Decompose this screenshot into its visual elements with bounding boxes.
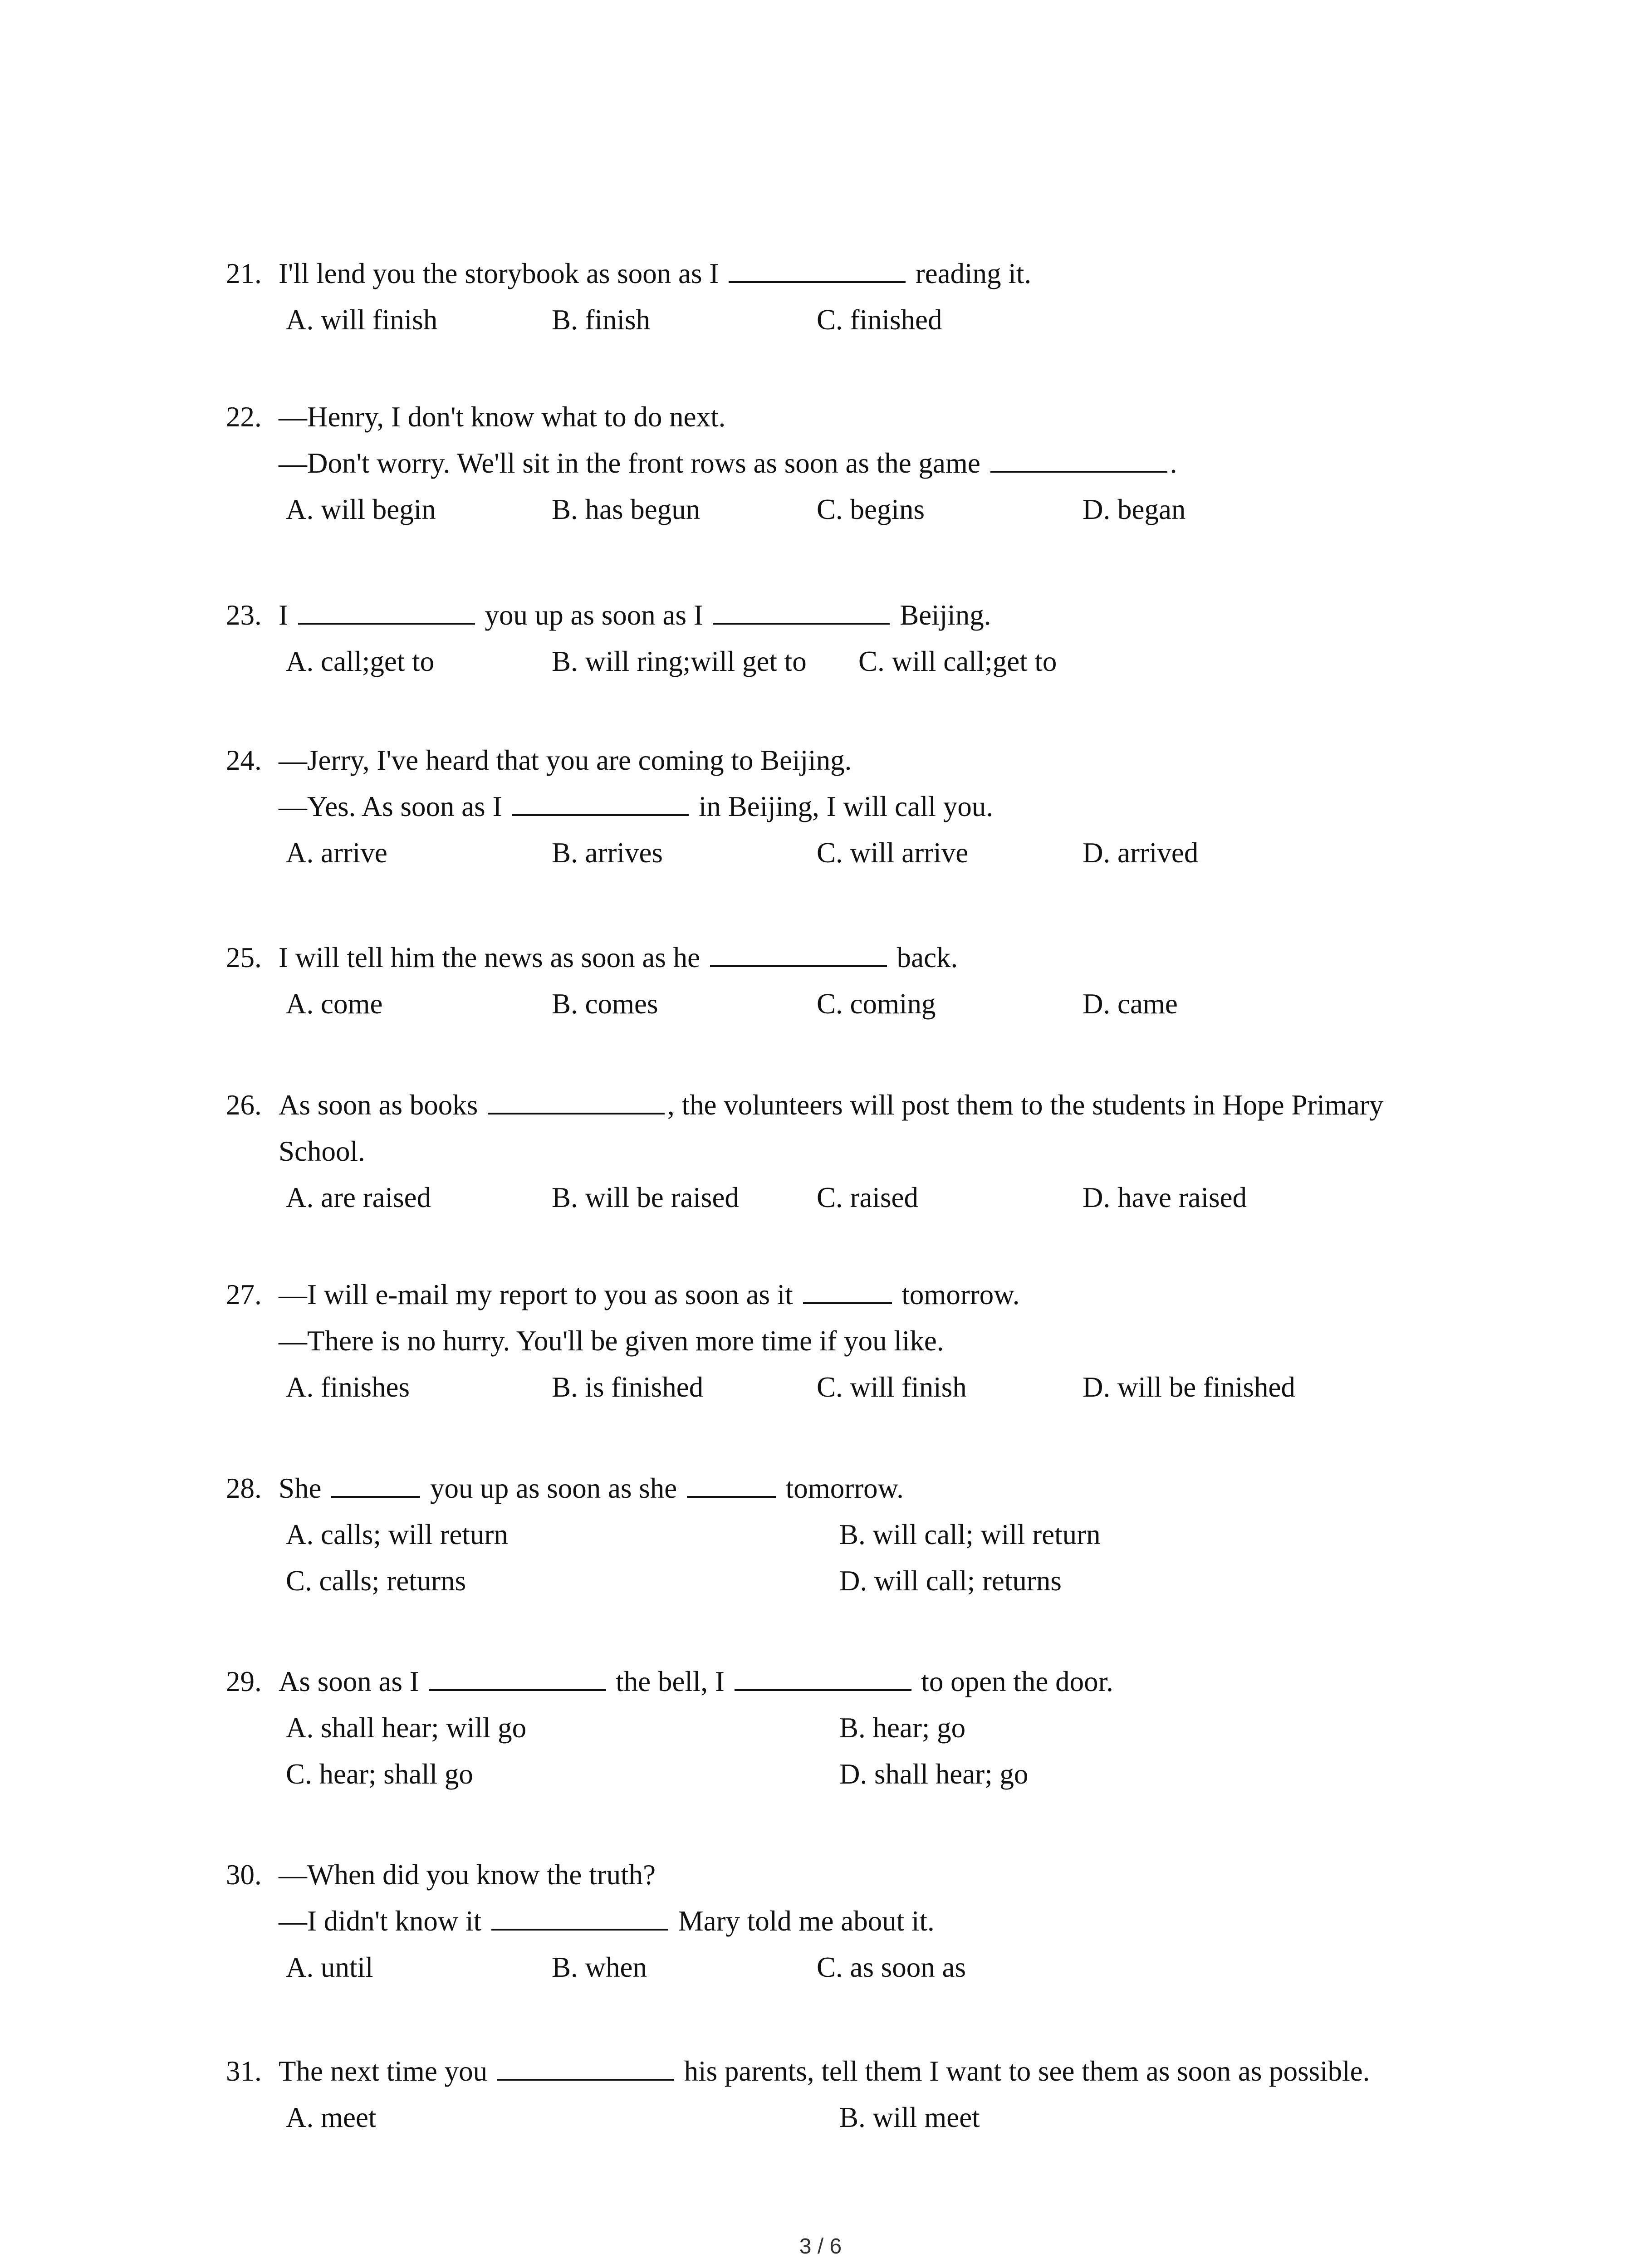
text-segment: —Henry, I don't know what to do next.	[279, 401, 726, 433]
question-number: 24.	[226, 744, 262, 776]
question-text	[279, 1465, 904, 1511]
answer-blank[interactable]	[735, 1667, 911, 1691]
question	[226, 250, 1496, 343]
answer-option[interactable]: B. comes	[552, 988, 658, 1020]
question-text	[279, 394, 725, 440]
answer-blank[interactable]	[803, 1280, 892, 1304]
question-line	[226, 2048, 1496, 2094]
text-segment: you up as soon as she	[423, 1472, 684, 1504]
page-number: 3 / 6	[799, 2234, 842, 2258]
text-segment: I will tell him the news as soon as he	[279, 942, 707, 973]
question	[226, 1271, 1496, 1410]
question-line	[226, 592, 1496, 638]
answer-option[interactable]: B. hear; go	[839, 1712, 966, 1744]
question-number: 29.	[226, 1666, 262, 1697]
answer-option[interactable]: C. will call;get to	[858, 645, 1057, 677]
options-row	[226, 297, 1496, 343]
text-segment: —When did you know the truth?	[279, 1859, 656, 1891]
answer-option[interactable]: C. as soon as	[817, 1951, 966, 1983]
answer-option[interactable]: D. have raised	[1083, 1182, 1247, 1213]
text-segment: back.	[889, 942, 958, 973]
text-segment: his parents, tell them I want to see them as soon as possible.	[676, 2055, 1370, 2087]
text-segment: you up as soon as I	[477, 599, 710, 631]
question	[226, 394, 1496, 533]
answer-option[interactable]: C. hear; shall go	[286, 1758, 473, 1790]
question-line	[226, 1082, 1496, 1128]
question-line	[226, 1658, 1496, 1705]
question-number: 22.	[226, 401, 262, 433]
answer-blank[interactable]	[488, 1090, 665, 1114]
question-line	[226, 934, 1496, 981]
text-segment: —Yes. As soon as I	[279, 791, 509, 822]
question-text	[279, 2048, 1370, 2094]
answer-option[interactable]: D. shall hear; go	[839, 1758, 1029, 1790]
answer-option[interactable]: A. come	[286, 988, 383, 1020]
question	[226, 1852, 1496, 1990]
question-text	[279, 1082, 1383, 1128]
answer-option[interactable]: B. has begun	[552, 494, 700, 525]
text-segment: Beijing.	[892, 599, 991, 631]
text-segment: As soon as books	[279, 1089, 485, 1121]
question-text	[279, 1128, 365, 1174]
text-segment: —There is no hurry. You'll be given more time if you like.	[279, 1325, 944, 1357]
question-line	[226, 394, 1496, 440]
question-line	[226, 440, 1496, 486]
question	[226, 1658, 1496, 1797]
answer-option[interactable]: A. until	[286, 1951, 373, 1983]
question-text	[279, 592, 991, 638]
answer-blank[interactable]	[429, 1667, 606, 1691]
answer-option[interactable]: C. raised	[817, 1182, 918, 1213]
question-number: 27.	[226, 1279, 262, 1310]
question-text	[279, 934, 958, 981]
text-segment: .	[1170, 447, 1177, 479]
answer-option[interactable]: A. finishes	[286, 1371, 410, 1403]
answer-option[interactable]: D. will call; returns	[839, 1565, 1062, 1597]
options-row	[226, 2094, 1496, 2141]
answer-option[interactable]: D. will be finished	[1083, 1371, 1295, 1403]
options-row	[226, 1751, 1496, 1797]
question-line	[226, 737, 1496, 783]
question-number: 26.	[226, 1089, 262, 1121]
answer-option[interactable]: B. arrives	[552, 837, 663, 869]
answer-blank[interactable]	[990, 448, 1167, 473]
question-number: 23.	[226, 599, 262, 631]
text-segment: School.	[279, 1135, 365, 1167]
text-segment: —I will e-mail my report to you as soon as it	[279, 1279, 800, 1310]
question-line	[226, 1852, 1496, 1898]
answer-blank[interactable]	[497, 2056, 674, 2081]
question-text	[279, 1852, 656, 1898]
text-segment: Mary told me about it.	[671, 1905, 935, 1937]
text-segment: I'll lend you the storybook as soon as I	[279, 258, 726, 289]
answer-blank[interactable]	[512, 792, 689, 816]
question-number: 30.	[226, 1859, 262, 1891]
answer-option[interactable]: D. arrived	[1083, 837, 1199, 869]
question-number: 25.	[226, 942, 262, 973]
answer-option[interactable]: D. came	[1083, 988, 1178, 1020]
answer-blank[interactable]	[713, 600, 890, 625]
answer-option[interactable]: D. began	[1083, 494, 1186, 525]
answer-blank[interactable]	[729, 259, 906, 283]
answer-blank[interactable]	[331, 1473, 420, 1498]
answer-option[interactable]: A. are raised	[286, 1182, 431, 1213]
question-number: 31.	[226, 2055, 262, 2087]
options-row	[226, 1511, 1496, 1558]
answer-blank[interactable]	[298, 600, 475, 625]
options-row	[226, 1705, 1496, 1751]
text-segment: reading it.	[908, 258, 1032, 289]
options-row	[226, 486, 1496, 533]
question	[226, 737, 1496, 876]
text-segment: tomorrow.	[778, 1472, 904, 1504]
question-text	[279, 1271, 1019, 1318]
text-segment: in Beijing, I will call you.	[691, 791, 994, 822]
question	[226, 934, 1496, 1027]
text-segment: —I didn't know it	[279, 1905, 489, 1937]
question-line	[226, 1128, 1496, 1174]
answer-option[interactable]: C. will arrive	[817, 837, 969, 869]
question	[226, 1465, 1496, 1604]
text-segment: , the volunteers will post them to the students in Hope Primary	[667, 1089, 1384, 1121]
text-segment: tomorrow.	[894, 1279, 1020, 1310]
answer-option[interactable]: B. finish	[552, 304, 651, 336]
answer-blank[interactable]	[687, 1473, 776, 1498]
answer-blank[interactable]	[710, 943, 887, 967]
question-line	[226, 1898, 1496, 1944]
text-segment: to open the door.	[914, 1666, 1113, 1697]
answer-option[interactable]: B. will call; will return	[839, 1519, 1101, 1550]
answer-option[interactable]: A. call;get to	[286, 645, 435, 677]
options-row	[226, 1558, 1496, 1604]
question-text	[279, 1318, 944, 1364]
question-line	[226, 1318, 1496, 1364]
question-line	[226, 1465, 1496, 1511]
question-text	[279, 783, 993, 830]
answer-option[interactable]: B. will meet	[839, 2102, 980, 2133]
answer-option[interactable]: A. arrive	[286, 837, 387, 869]
text-segment: —Don't worry. We'll sit in the front rows as soon as the game	[279, 447, 988, 479]
text-segment: —Jerry, I've heard that you are coming to Beijing.	[279, 744, 852, 776]
question-text	[279, 440, 1177, 486]
answer-option[interactable]: A. will begin	[286, 494, 436, 525]
question-line	[226, 250, 1496, 297]
question	[226, 2048, 1496, 2141]
question-text	[279, 250, 1031, 297]
answer-option[interactable]: A. shall hear; will go	[286, 1712, 527, 1744]
answer-option[interactable]: B. will be raised	[552, 1182, 739, 1213]
answer-option[interactable]: C. begins	[817, 494, 925, 525]
text-segment: the bell, I	[608, 1666, 732, 1697]
text-segment: I	[279, 599, 295, 631]
options-row	[226, 1364, 1496, 1410]
answer-blank[interactable]	[491, 1906, 668, 1931]
answer-option[interactable]: C. coming	[817, 988, 936, 1020]
text-segment: As soon as I	[279, 1666, 426, 1697]
text-segment: She	[279, 1472, 329, 1504]
answer-option[interactable]: B. will ring;will get to	[552, 645, 807, 677]
question-line	[226, 1271, 1496, 1318]
question-line	[226, 783, 1496, 830]
options-row	[226, 1944, 1496, 1990]
question-number: 21.	[226, 258, 262, 289]
answer-option[interactable]: A. will finish	[286, 304, 438, 336]
answer-option[interactable]: B. is finished	[552, 1371, 704, 1403]
answer-option[interactable]: B. when	[552, 1951, 647, 1983]
answer-option[interactable]: A. calls; will return	[286, 1519, 508, 1550]
text-segment: The next time you	[279, 2055, 495, 2087]
answer-option[interactable]: A. meet	[286, 2102, 377, 2133]
question-text	[279, 1658, 1113, 1705]
options-row	[226, 981, 1496, 1027]
answer-option[interactable]: C. finished	[817, 304, 942, 336]
question	[226, 1082, 1496, 1221]
answer-option[interactable]: C. will finish	[817, 1371, 967, 1403]
question	[226, 592, 1496, 684]
options-row	[226, 1174, 1496, 1221]
question-text	[279, 737, 852, 783]
options-row	[226, 638, 1496, 684]
question-number: 28.	[226, 1472, 262, 1504]
answer-option[interactable]: C. calls; returns	[286, 1565, 466, 1597]
options-row	[226, 830, 1496, 876]
question-text	[279, 1898, 935, 1944]
